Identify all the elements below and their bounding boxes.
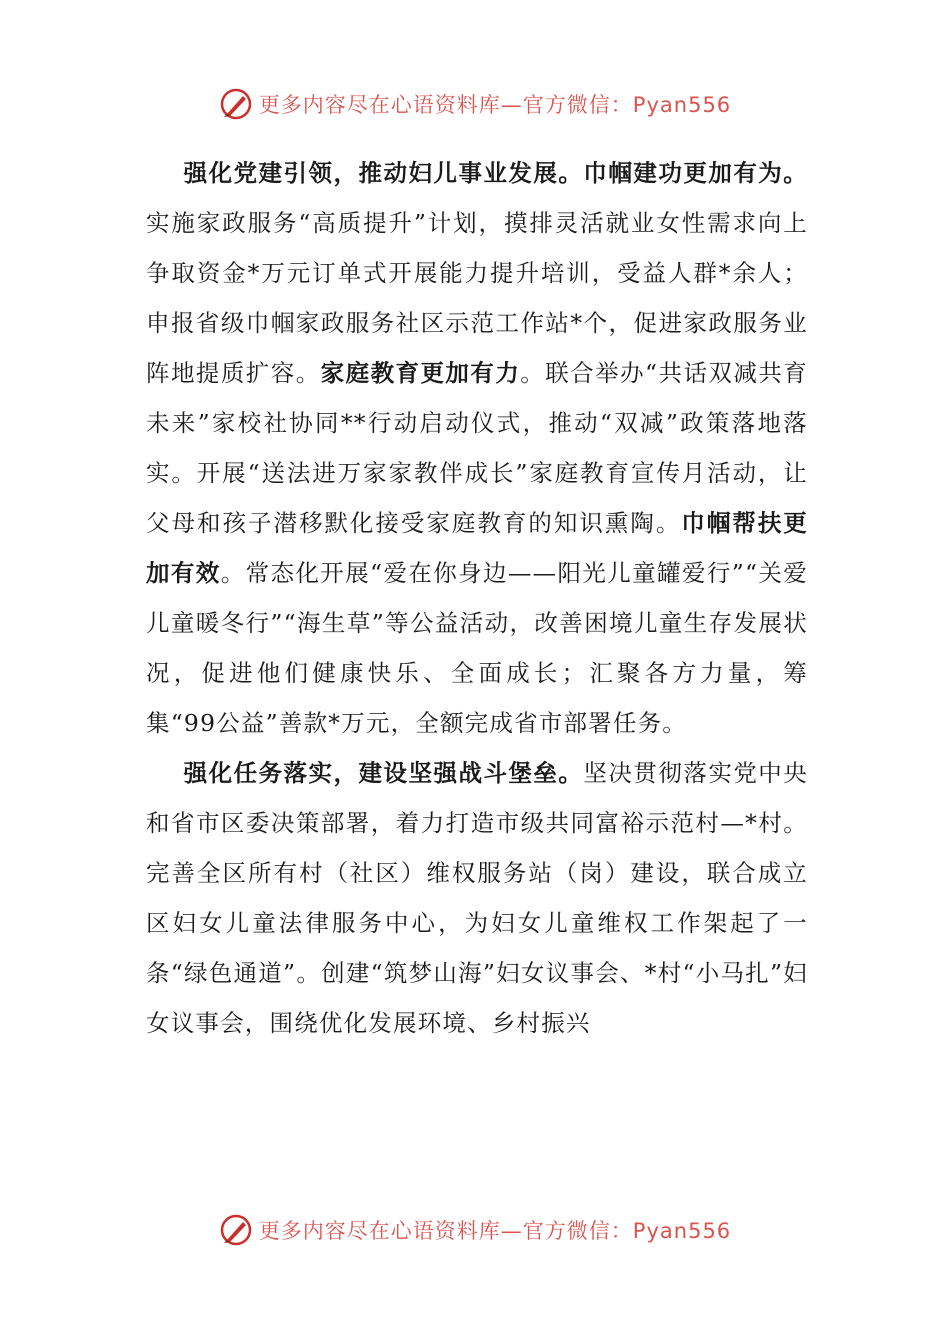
header-banner (0, 84, 950, 124)
footer-banner-text: 更多内容尽在心语资料库—官方微信：Pyan556 (258, 1219, 732, 1243)
document-body (146, 148, 808, 1048)
footer-banner (0, 1210, 950, 1250)
header-banner-text: 更多内容尽在心语资料库—官方微信：Pyan556 (258, 93, 732, 117)
paragraph-2-text-1: 坚决贯彻落实党中央和省市区委决策部署，着力打造市级共同富裕示范村—*村。完善全区所有村（社区）维权服务站（岗）建设，联合成立区妇女儿童法律服务中心，为妇女儿童维权工作架起了一条“绿色通道”。创建“筑梦山海”妇女议事会、*村“小马扎”妇女议事会，围绕优化发展环境、乡村振兴 (146, 759, 808, 1037)
paragraph-1-text-2: 。联合举办“共话双减共育未来”家校社协同**行动启动仪式，推动“双减”政策落地落实。开展“送法进万家家教伴成长”家庭教育宣传月活动，让父母和孩子潜移默化接受家庭教育的知识熏陶。 (146, 359, 808, 537)
paragraph-1-text-3: 。常态化开展“爱在你身边——阳光儿童罐爱行”“关爱儿童暖冬行”“海生草”等公益活动，改善困境儿童生存发展状况，促进他们健康快乐、全面成长；汇聚各方力量，筹集“99公益”善款*万元，全额完成省市部署任务。 (146, 559, 808, 737)
paragraph-1-heading: 强化党建引领，推动妇儿事业发展。巾帼建功更加有为。 (183, 159, 808, 187)
paragraph-1-subheading-3: 巾帼帮扶更加有效 (146, 509, 809, 587)
pen-logo-icon (219, 87, 253, 121)
pen-logo-icon (219, 1213, 253, 1247)
paragraph-1-subheading-2: 家庭教育更加有力 (320, 359, 521, 387)
paragraph-1 (146, 148, 808, 748)
paragraph-1-text-1: 实施家政服务“高质提升”计划，摸排灵活就业女性需求向上争取资金*万元订单式开展能力提升培训，受益人群*余人；申报省级巾帼家政服务社区示范工作站*个，促进家政服务业阵地提质扩容。 (146, 209, 808, 387)
paragraph-2 (146, 748, 808, 1048)
paragraph-2-heading: 强化任务落实，建设坚强战斗堡垒。 (183, 759, 584, 787)
